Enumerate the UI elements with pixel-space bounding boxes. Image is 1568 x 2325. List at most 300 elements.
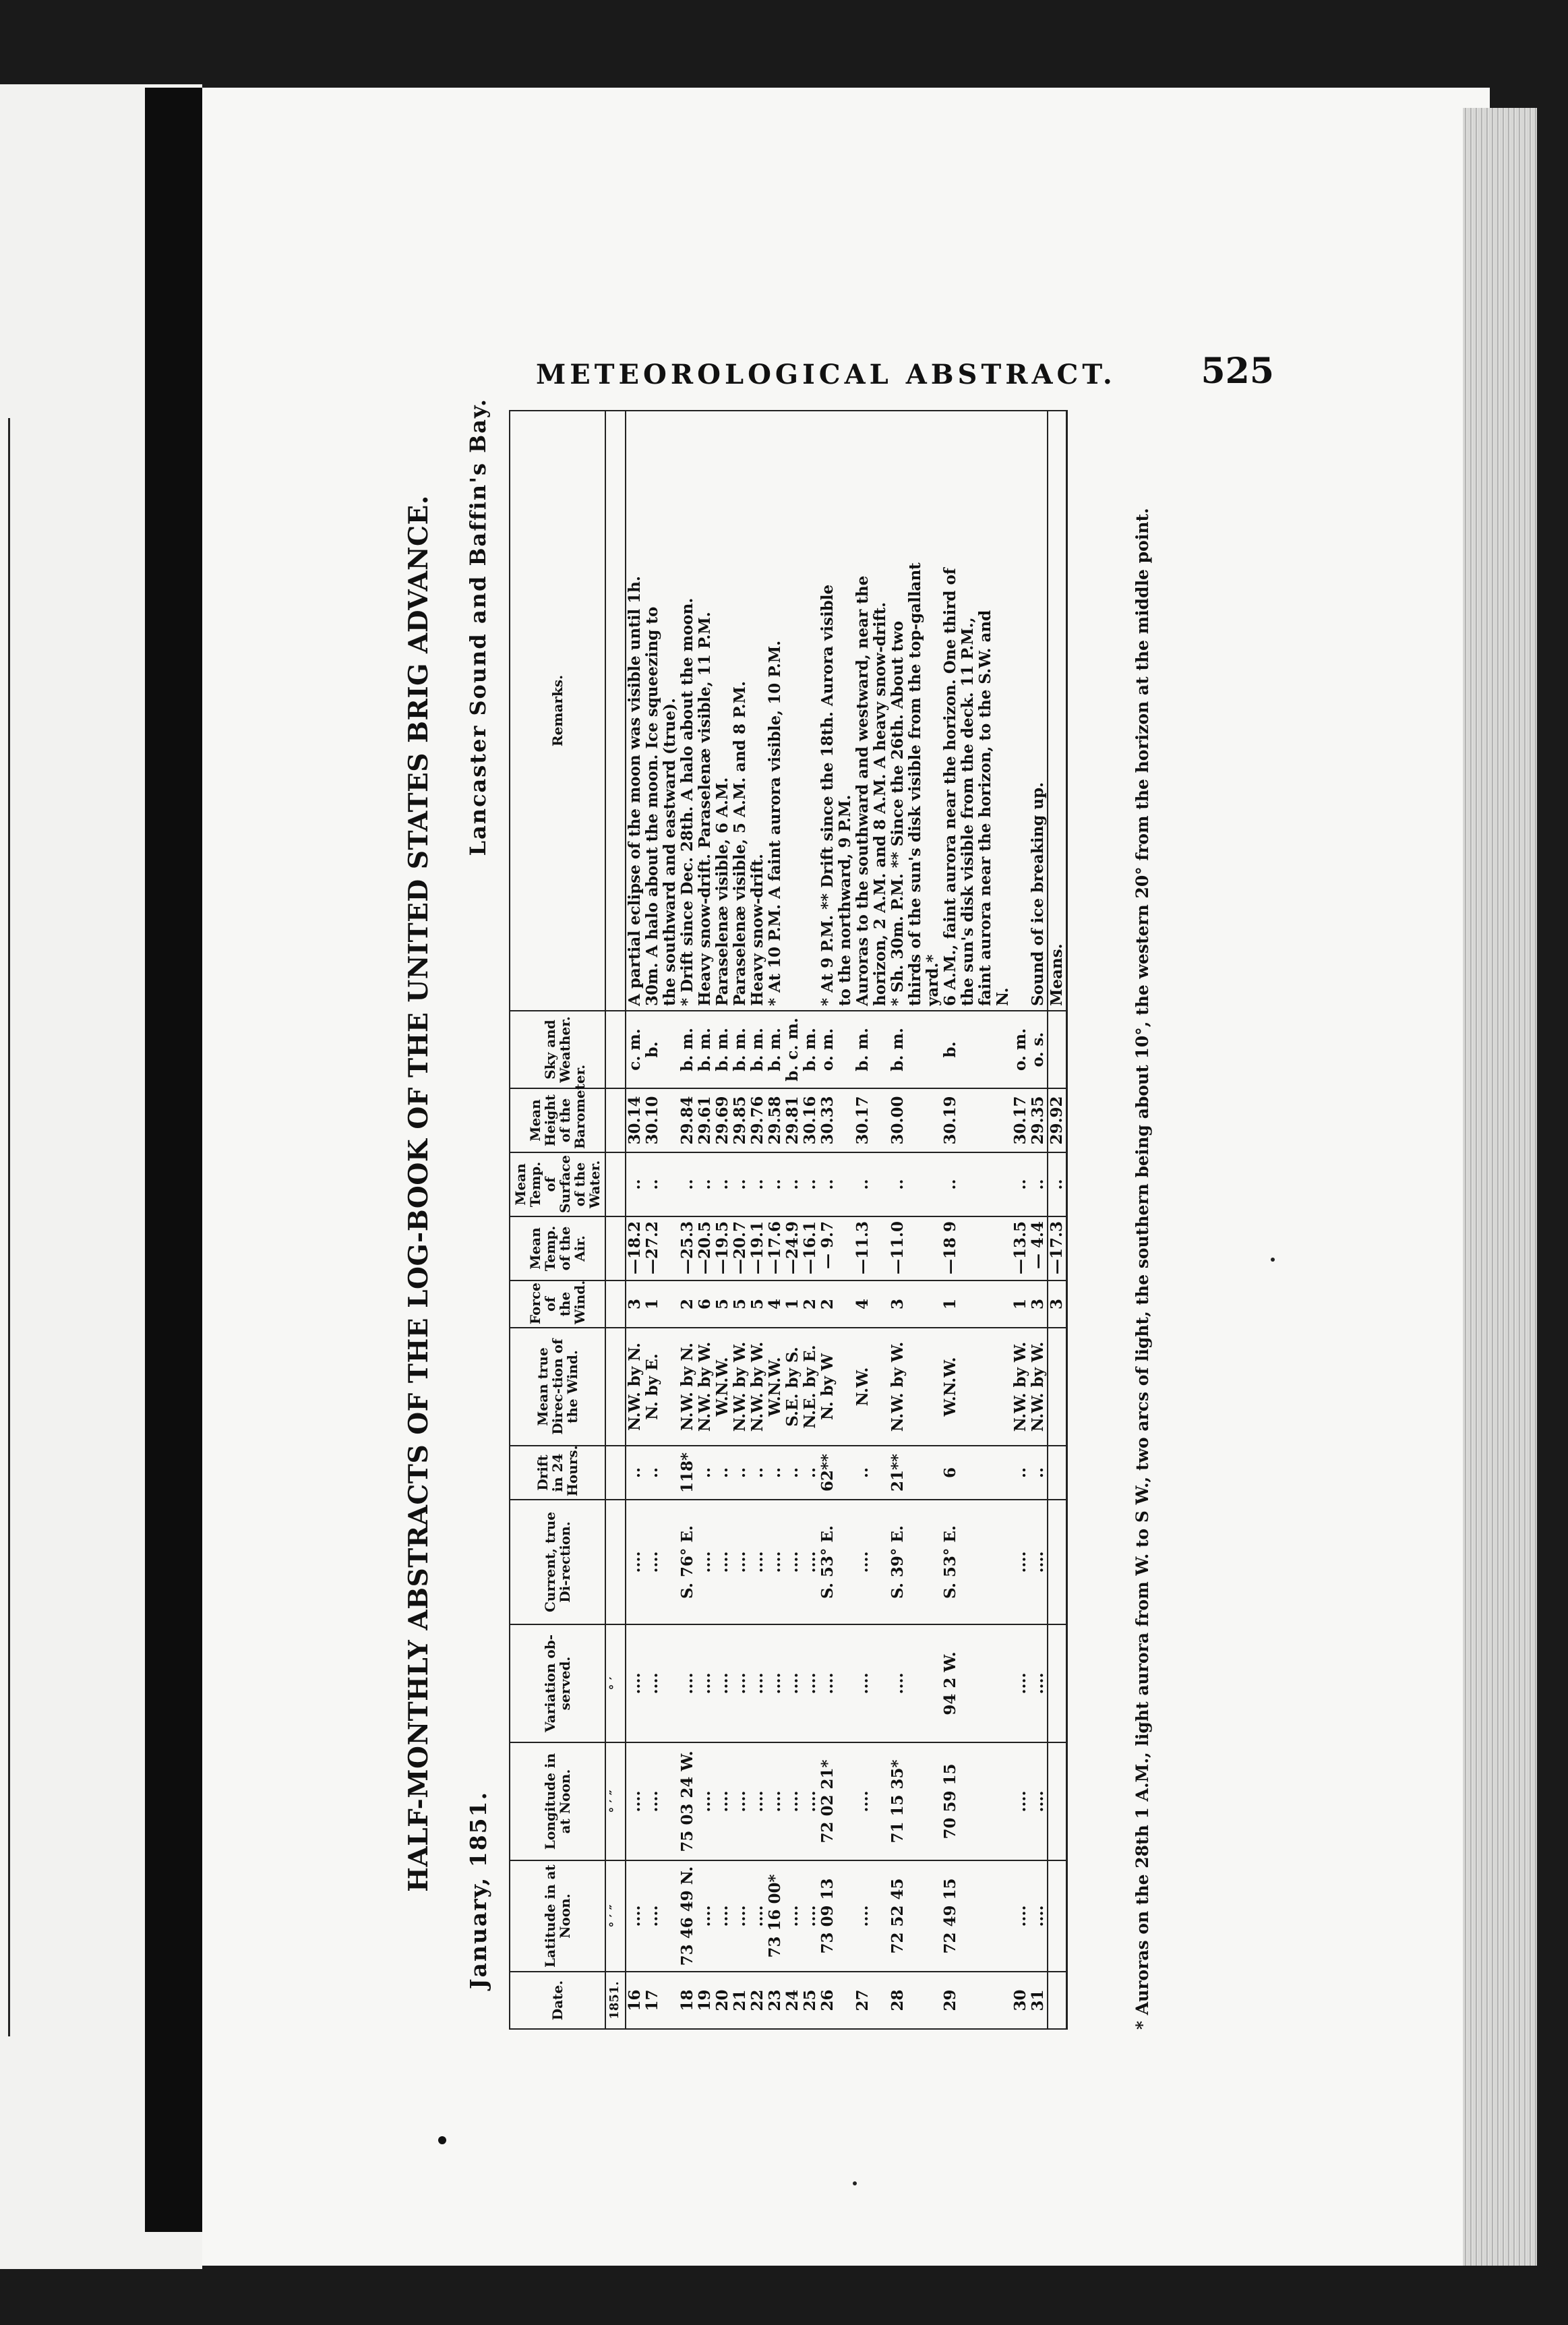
cell-water-temp (959, 1152, 977, 1216)
cell-longitude: 70 59 15 (942, 1742, 959, 1860)
cell-barometer: 29.84 (679, 1088, 696, 1152)
cell-latitude: .... (731, 1860, 749, 1972)
cell-current: .... (854, 1500, 872, 1624)
cell-current: .... (1029, 1500, 1048, 1624)
cell-remarks: the sun's disk visible from the deck. 11 P.M., (959, 411, 977, 1011)
cell-remarks: horizon, 2 A.M. and 8 A.M. A heavy snow-drift. (872, 411, 889, 1011)
cell-remarks: faint aurora near the horizon, to the S.W. and (977, 411, 994, 1011)
header-current: Current, true Di-rection. (510, 1500, 605, 1624)
cell-date (994, 1972, 1012, 2029)
cell-water-temp: .. (679, 1152, 696, 1216)
cell-sky (661, 1011, 679, 1088)
cell-latitude (994, 1860, 1012, 1972)
cell-wind-force (837, 1281, 854, 1328)
cell-barometer (994, 1088, 1012, 1152)
cell-drift: .. (784, 1446, 802, 1500)
cell-latitude (837, 1860, 854, 1972)
cell-date (924, 1972, 942, 2029)
cell-current (959, 1500, 977, 1624)
cell-latitude: .... (1029, 1860, 1048, 1972)
cell-date: 24 (784, 1972, 802, 2029)
cell-latitude (907, 1860, 924, 1972)
means-empty-cell (1048, 1500, 1067, 1624)
cell-variation: .... (766, 1624, 784, 1742)
cell-barometer (907, 1088, 924, 1152)
cell-wind-direction: S.E. by S. (784, 1328, 802, 1446)
cell-barometer (924, 1088, 942, 1152)
cell-barometer: 30.10 (644, 1088, 661, 1152)
cell-sky (977, 1011, 994, 1088)
cell-drift (959, 1446, 977, 1500)
cell-current (924, 1500, 942, 1624)
cell-wind-force: 2 (802, 1281, 819, 1328)
cell-wind-force: 5 (714, 1281, 731, 1328)
cell-remarks: 6 A.M., faint aurora near the horizon. One third of (942, 411, 959, 1011)
cell-wind-direction (977, 1328, 994, 1446)
cell-means-force: 3 (1048, 1281, 1067, 1328)
cell-current (872, 1500, 889, 1624)
cell-date: 23 (766, 1972, 784, 2029)
cell-wind-direction: N.W. by W. (731, 1328, 749, 1446)
cell-drift: .. (766, 1446, 784, 1500)
cell-longitude: .... (696, 1742, 714, 1860)
header-air-temp: Mean Temp. of the Air. (510, 1216, 605, 1281)
cell-current: .... (784, 1500, 802, 1624)
cell-wind-force: 5 (749, 1281, 766, 1328)
table-row (872, 411, 889, 2029)
cell-barometer: 29.85 (731, 1088, 749, 1152)
table-row (889, 411, 907, 2029)
cell-latitude: 72 52 45 (889, 1860, 907, 1972)
cell-drift: .. (644, 1446, 661, 1500)
cell-water-temp: .. (1029, 1152, 1048, 1216)
means-empty-cell (1048, 1011, 1067, 1088)
cell-variation: 94 2 W. (942, 1624, 959, 1742)
cell-air-temp (661, 1216, 679, 1281)
cell-variation: .... (819, 1624, 837, 1742)
cell-barometer: 30.17 (1012, 1088, 1029, 1152)
cell-remarks: 30m. A halo about the moon. Ice squeezing to (644, 411, 661, 1011)
cell-latitude (924, 1860, 942, 1972)
cell-current (661, 1500, 679, 1624)
cell-longitude: 72 02 21* (819, 1742, 837, 1860)
previous-page-rule (0, 418, 10, 2036)
cell-wind-direction: N.W. by W. (749, 1328, 766, 1446)
table-units-row (605, 411, 626, 2029)
means-empty-cell (1048, 1446, 1067, 1500)
cell-water-temp: .. (714, 1152, 731, 1216)
cell-water-temp (994, 1152, 1012, 1216)
cell-current: .... (731, 1500, 749, 1624)
cell-latitude: .... (854, 1860, 872, 1972)
cell-remarks: the southward and eastward (true). (661, 411, 679, 1011)
cell-latitude: .... (1012, 1860, 1029, 1972)
printers-mark (438, 2136, 446, 2144)
cell-drift: 62** (819, 1446, 837, 1500)
cell-wind-force (661, 1281, 679, 1328)
cell-drift: 21** (889, 1446, 907, 1500)
header-remarks: Remarks. (510, 411, 605, 1011)
table-row (977, 411, 994, 2029)
cell-date: 25 (802, 1972, 819, 2029)
cell-sky (907, 1011, 924, 1088)
table-row (1029, 411, 1048, 2029)
cell-longitude: .... (802, 1742, 819, 1860)
cell-longitude: .... (626, 1742, 644, 1860)
cell-date (907, 1972, 924, 2029)
cell-date: 19 (696, 1972, 714, 2029)
cell-longitude: .... (1029, 1742, 1048, 1860)
footnote: * Auroras on the 28th 1 A.M., light aurora from W. to S W., two arcs of light, the southern being about 10°, the western 20° from the horizon at the middle point. (1133, 508, 1152, 2030)
cell-water-temp: .. (644, 1152, 661, 1216)
cell-longitude (872, 1742, 889, 1860)
means-empty-cell (1048, 1624, 1067, 1742)
cell-drift: 118* (679, 1446, 696, 1500)
cell-variation: .... (714, 1624, 731, 1742)
cell-sky: b. (942, 1011, 959, 1088)
cell-barometer: 30.16 (802, 1088, 819, 1152)
table-row (907, 411, 924, 2029)
header-wind-direction: Mean true Direc-tion of the Wind. (510, 1328, 605, 1446)
means-label: Means. (1048, 411, 1067, 1011)
cell-current: .... (626, 1500, 644, 1624)
means-empty-cell (1048, 1328, 1067, 1446)
cell-latitude: 73 46 49 N. (679, 1860, 696, 1972)
cell-barometer (837, 1088, 854, 1152)
cell-latitude (977, 1860, 994, 1972)
cell-longitude (994, 1742, 1012, 1860)
cell-date (837, 1972, 854, 2029)
cell-variation (994, 1624, 1012, 1742)
cell-water-temp: .. (819, 1152, 837, 1216)
cell-means-air-temp: —17.3 (1048, 1216, 1067, 1281)
scan-speck (853, 2181, 857, 2185)
cell-date: 26 (819, 1972, 837, 2029)
cell-date: 29 (942, 1972, 959, 2029)
cell-barometer (959, 1088, 977, 1152)
table-header-row (510, 411, 605, 2029)
page-stack-edges (1463, 108, 1537, 2266)
table-row (819, 411, 837, 2029)
cell-variation: .... (889, 1624, 907, 1742)
header-water-temp: Mean Temp. of Surface of the Water. (510, 1152, 605, 1216)
cell-longitude: .... (854, 1742, 872, 1860)
table-row (837, 411, 854, 2029)
cell-wind-direction (907, 1328, 924, 1446)
cell-longitude: .... (714, 1742, 731, 1860)
cell-longitude: 75 03 24 W. (679, 1742, 696, 1860)
cell-water-temp: .. (889, 1152, 907, 1216)
cell-date (661, 1972, 679, 2029)
header-sky: Sky and Weather. (510, 1011, 605, 1088)
cell-air-temp: —19.1 (749, 1216, 766, 1281)
cell-current: .... (644, 1500, 661, 1624)
cell-sky (924, 1011, 942, 1088)
cell-variation: .... (802, 1624, 819, 1742)
table-row (679, 411, 696, 2029)
cell-air-temp (977, 1216, 994, 1281)
cell-wind-direction: N.E. by E. (802, 1328, 819, 1446)
cell-means-water-temp: .. (1048, 1152, 1067, 1216)
cell-air-temp: —17.6 (766, 1216, 784, 1281)
cell-drift: .. (1029, 1446, 1048, 1500)
cell-wind-force (924, 1281, 942, 1328)
cell-barometer (661, 1088, 679, 1152)
cell-drift: .. (696, 1446, 714, 1500)
cell-wind-force: 1 (644, 1281, 661, 1328)
header-longitude: Longitude in at Noon. (510, 1742, 605, 1860)
cell-current: .... (802, 1500, 819, 1624)
cell-current (907, 1500, 924, 1624)
cell-air-temp (907, 1216, 924, 1281)
cell-sky: o. m. (819, 1011, 837, 1088)
cell-sky: c. m. (626, 1011, 644, 1088)
cell-date: 16 (626, 1972, 644, 2029)
cell-drift (837, 1446, 854, 1500)
means-empty-cell (1048, 1972, 1067, 2029)
log-table-wrapper (509, 411, 1068, 2030)
cell-latitude: .... (802, 1860, 819, 1972)
cell-remarks: * At 9 P.M. ** Drift since the 18th. Aurora visible (819, 411, 837, 1011)
cell-wind-force: 2 (679, 1281, 696, 1328)
cell-wind-direction: W.N.W. (766, 1328, 784, 1446)
cell-barometer: 29.58 (766, 1088, 784, 1152)
table-row (749, 411, 766, 2029)
cell-current: S. 76° E. (679, 1500, 696, 1624)
cell-water-temp (977, 1152, 994, 1216)
cell-remarks: to the northward, 9 P.M. (837, 411, 854, 1011)
cell-current: .... (1012, 1500, 1029, 1624)
cell-date: 17 (644, 1972, 661, 2029)
cell-variation: .... (679, 1624, 696, 1742)
cell-air-temp: —27.2 (644, 1216, 661, 1281)
cell-latitude: .... (626, 1860, 644, 1972)
cell-remarks (784, 411, 802, 1011)
cell-date: 31 (1029, 1972, 1048, 2029)
header-wind-force: Force of the Wind. (510, 1281, 605, 1328)
table-row (994, 411, 1012, 2029)
cell-longitude (959, 1742, 977, 1860)
cell-water-temp: .. (749, 1152, 766, 1216)
cell-remarks: * Drift since Dec. 28th. A halo about the moon. (679, 411, 696, 1011)
cell-wind-direction (837, 1328, 854, 1446)
cell-wind-direction: N.W. by N. (626, 1328, 644, 1446)
cell-drift: .. (731, 1446, 749, 1500)
cell-latitude: .... (714, 1860, 731, 1972)
cell-latitude (959, 1860, 977, 1972)
cell-wind-force: 4 (854, 1281, 872, 1328)
cell-wind-force: 6 (696, 1281, 714, 1328)
rotated-log-abstract (391, 357, 1193, 2030)
cell-water-temp (872, 1152, 889, 1216)
header-drift: Drift in 24 Hours. (510, 1446, 605, 1500)
cell-remarks: Heavy snow-drift. (749, 411, 766, 1011)
scan-speck (1271, 1258, 1275, 1262)
cell-barometer: 30.00 (889, 1088, 907, 1152)
cell-air-temp: —24.9 (784, 1216, 802, 1281)
cell-date: 20 (714, 1972, 731, 2029)
cell-sky: b. c. m. (784, 1011, 802, 1088)
cell-drift (977, 1446, 994, 1500)
cell-date (977, 1972, 994, 2029)
cell-variation: .... (626, 1624, 644, 1742)
cell-wind-force: 5 (731, 1281, 749, 1328)
table-row (714, 411, 731, 2029)
cell-remarks: Auroras to the southward and westward, near the (854, 411, 872, 1011)
cell-barometer (977, 1088, 994, 1152)
cell-air-temp: —11.3 (854, 1216, 872, 1281)
cell-date: 18 (679, 1972, 696, 2029)
cell-sky: b. m. (802, 1011, 819, 1088)
cell-water-temp: .. (1012, 1152, 1029, 1216)
cell-air-temp: — 4.4 (1029, 1216, 1048, 1281)
cell-wind-force: 3 (1029, 1281, 1048, 1328)
cell-drift: .. (802, 1446, 819, 1500)
table-row (959, 411, 977, 2029)
cell-longitude (977, 1742, 994, 1860)
cell-longitude (837, 1742, 854, 1860)
cell-variation: .... (784, 1624, 802, 1742)
cell-sky: b. m. (731, 1011, 749, 1088)
cell-date: 27 (854, 1972, 872, 2029)
table-row (626, 411, 644, 2029)
cell-variation: .... (696, 1624, 714, 1742)
cell-wind-direction: W.N.W. (714, 1328, 731, 1446)
cell-air-temp (837, 1216, 854, 1281)
cell-wind-force (959, 1281, 977, 1328)
cell-sky: b. m. (696, 1011, 714, 1088)
cell-remarks (802, 411, 819, 1011)
cell-air-temp (924, 1216, 942, 1281)
cell-latitude (661, 1860, 679, 1972)
cell-latitude: .... (696, 1860, 714, 1972)
cell-drift: .. (714, 1446, 731, 1500)
cell-sky: b. m. (854, 1011, 872, 1088)
cell-air-temp: —25.3 (679, 1216, 696, 1281)
cell-sky: b. m. (889, 1011, 907, 1088)
cell-water-temp (661, 1152, 679, 1216)
cell-current: .... (766, 1500, 784, 1624)
cell-drift: .. (854, 1446, 872, 1500)
cell-drift (907, 1446, 924, 1500)
cell-wind-direction: N.W. (854, 1328, 872, 1446)
cell-sky: o. s. (1029, 1011, 1048, 1088)
means-empty-cell (1048, 1742, 1067, 1860)
cell-variation (661, 1624, 679, 1742)
table-row (854, 411, 872, 2029)
cell-sky: b. m. (749, 1011, 766, 1088)
cell-remarks: Paraselenæ visible, 6 A.M. (714, 411, 731, 1011)
log-table (509, 410, 1068, 2030)
cell-current: .... (696, 1500, 714, 1624)
header-variation: Variation ob-served. (510, 1624, 605, 1742)
cell-variation: .... (854, 1624, 872, 1742)
cell-barometer: 29.81 (784, 1088, 802, 1152)
cell-barometer: 30.19 (942, 1088, 959, 1152)
cell-remarks: * At 10 P.M. A faint aurora visible, 10 P.M. (766, 411, 784, 1011)
cell-longitude (907, 1742, 924, 1860)
cell-wind-direction: N.W. by W. (1029, 1328, 1048, 1446)
cell-variation (959, 1624, 977, 1742)
means-row (1048, 411, 1067, 2029)
cell-air-temp (994, 1216, 1012, 1281)
table-row (644, 411, 661, 2029)
cell-air-temp: —18.2 (626, 1216, 644, 1281)
cell-barometer: 29.61 (696, 1088, 714, 1152)
cell-barometer: 29.76 (749, 1088, 766, 1152)
cell-wind-direction (959, 1328, 977, 1446)
cell-air-temp: —20.7 (731, 1216, 749, 1281)
cell-water-temp: .. (854, 1152, 872, 1216)
cell-drift: .. (626, 1446, 644, 1500)
cell-air-temp: —18 9 (942, 1216, 959, 1281)
cell-current (994, 1500, 1012, 1624)
table-row (784, 411, 802, 2029)
cell-wind-direction: N.W. by W. (1012, 1328, 1029, 1446)
cell-current: .... (749, 1500, 766, 1624)
cell-air-temp (959, 1216, 977, 1281)
cell-remarks: Sound of ice breaking up. (1029, 411, 1048, 1011)
cell-wind-force: 1 (942, 1281, 959, 1328)
table-row (696, 411, 714, 2029)
table-row (766, 411, 784, 2029)
cell-water-temp: .. (766, 1152, 784, 1216)
cell-wind-direction: W.N.W. (942, 1328, 959, 1446)
cell-wind-force: 3 (889, 1281, 907, 1328)
cell-wind-direction: N. by W (819, 1328, 837, 1446)
cell-drift (661, 1446, 679, 1500)
means-empty-cell (1048, 1860, 1067, 1972)
cell-latitude: 73 16 00* (766, 1860, 784, 1972)
cell-sky (959, 1011, 977, 1088)
header-latitude: Latitude in at Noon. (510, 1860, 605, 1972)
cell-wind-direction (872, 1328, 889, 1446)
units-date: 1851. (605, 1972, 626, 2029)
cell-drift (994, 1446, 1012, 1500)
cell-wind-force (977, 1281, 994, 1328)
cell-latitude: 73 09 13 (819, 1860, 837, 1972)
cell-barometer: 30.17 (854, 1088, 872, 1152)
cell-wind-direction: N.W. by N. (679, 1328, 696, 1446)
cell-date: 22 (749, 1972, 766, 2029)
cell-water-temp: .. (626, 1152, 644, 1216)
cell-longitude (924, 1742, 942, 1860)
cell-water-temp (837, 1152, 854, 1216)
cell-remarks: * Sh. 30m. P.M. ** Since the 26th. About two (889, 411, 907, 1011)
table-row (731, 411, 749, 2029)
cell-remarks: N. (994, 411, 1012, 1011)
cell-air-temp: —13.5 (1012, 1216, 1029, 1281)
cell-sky (837, 1011, 854, 1088)
cell-date (872, 1972, 889, 2029)
cell-remarks (1012, 411, 1029, 1011)
cell-drift: 6 (942, 1446, 959, 1500)
units-longitude: ° ′ ″ (605, 1742, 626, 1860)
cell-current: S. 53° E. (819, 1500, 837, 1624)
cell-barometer (872, 1088, 889, 1152)
cell-variation (977, 1624, 994, 1742)
table-row (802, 411, 819, 2029)
units-variation: ° ′ (605, 1624, 626, 1742)
cell-latitude: .... (784, 1860, 802, 1972)
cell-barometer: 29.35 (1029, 1088, 1048, 1152)
cell-remarks: Heavy snow-drift. Paraselenæ visible, 11 P.M. (696, 411, 714, 1011)
cell-latitude: .... (749, 1860, 766, 1972)
cell-wind-force: 4 (766, 1281, 784, 1328)
cell-latitude: .... (644, 1860, 661, 1972)
cell-wind-direction (661, 1328, 679, 1446)
cell-latitude: 72 49 15 (942, 1860, 959, 1972)
